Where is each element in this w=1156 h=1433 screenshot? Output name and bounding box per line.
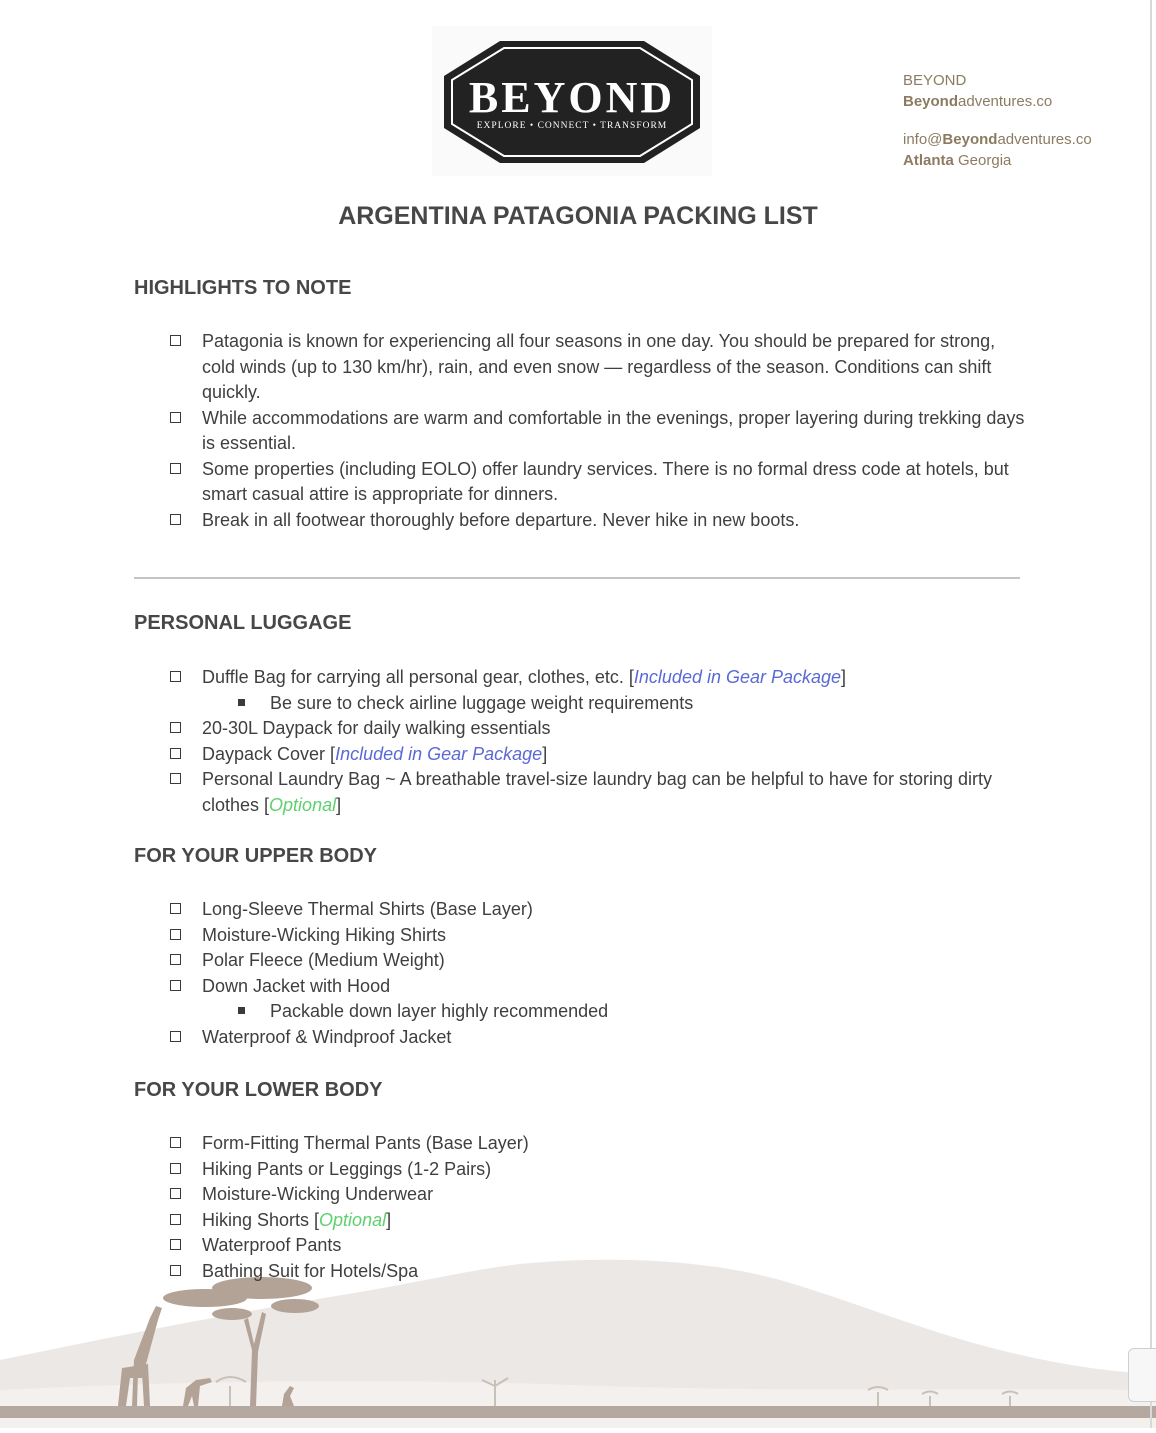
checklist-item: Down Jacket with Hood — [168, 974, 1028, 1000]
square-bullet-icon — [238, 1007, 245, 1014]
checkbox[interactable] — [170, 773, 181, 784]
gear-package-tag: Included in Gear Package — [633, 667, 842, 687]
lower-body-list — [168, 1131, 1028, 1284]
company-name: BEYOND — [903, 72, 967, 89]
checkbox[interactable] — [170, 412, 181, 423]
section-heading-highlights: HIGHLIGHTS TO NOTE — [134, 277, 352, 299]
document-title: ARGENTINA PATAGONIA PACKING LIST — [338, 202, 818, 230]
checklist-item: Form-Fitting Thermal Pants (Base Layer) — [168, 1131, 1028, 1157]
section-divider — [134, 577, 1020, 579]
checklist-subitem: Packable down layer highly recommended — [168, 999, 1028, 1025]
email-link[interactable]: info@Beyondadventures.co — [903, 131, 1092, 148]
checklist-item: Waterproof Pants — [168, 1233, 1028, 1259]
checklist-item: Duffle Bag for carrying all personal gear, clothes, etc. [Included in Gear Package] — [168, 665, 1028, 691]
checklist-item: Moisture-Wicking Hiking Shirts — [168, 923, 1028, 949]
checklist-item: Patagonia is known for experiencing all four seasons in one day. You should be prepared for strong, cold winds (up to 130 km/hr), rain, and even snow — regardless of the season. Conditions can shift quickly. — [168, 329, 1028, 406]
logo-tagline: EXPLORE • CONNECT • TRANSFORM — [476, 121, 668, 131]
checkbox[interactable] — [170, 903, 181, 914]
checkbox[interactable] — [170, 1188, 181, 1199]
checkbox[interactable] — [170, 335, 181, 346]
checkbox[interactable] — [170, 1137, 181, 1148]
checklist-item: Bathing Suit for Hotels/Spa — [168, 1259, 1028, 1285]
checklist-item: Hiking Pants or Leggings (1-2 Pairs) — [168, 1157, 1028, 1183]
upper-body-list — [168, 897, 1028, 1050]
checkbox[interactable] — [170, 671, 181, 682]
optional-tag: Optional — [319, 1209, 387, 1230]
contact-block — [903, 70, 1092, 171]
checkbox[interactable] — [170, 1031, 181, 1042]
checklist-item: Long-Sleeve Thermal Shirts (Base Layer) — [168, 897, 1028, 923]
checklist-item: Hiking Shorts [Optional] — [168, 1208, 1028, 1234]
checkbox[interactable] — [170, 980, 181, 991]
checklist-item: Polar Fleece (Medium Weight) — [168, 948, 1028, 974]
checkbox[interactable] — [170, 929, 181, 940]
checklist-item: Daypack Cover [Included in Gear Package] — [168, 742, 1028, 768]
checklist-item: Break in all footwear thoroughly before departure. Never hike in new boots. — [168, 508, 1028, 534]
checkbox[interactable] — [170, 1163, 181, 1174]
checklist-item: Moisture-Wicking Underwear — [168, 1182, 1028, 1208]
checklist-item: 20-30L Daypack for daily walking essentials — [168, 716, 1028, 742]
section-heading-lower-body: FOR YOUR LOWER BODY — [134, 1079, 383, 1101]
side-panel-handle[interactable] — [1128, 1348, 1156, 1402]
checklist-item: While accommodations are warm and comfortable in the evenings, proper layering during trekking days is essential. — [168, 406, 1028, 457]
checkbox[interactable] — [170, 514, 181, 525]
checklist-item: Personal Laundry Bag ~ A breathable travel-size laundry bag can be helpful to have for storing dirty clothes [Optional] — [168, 767, 1028, 818]
optional-tag: Optional — [269, 794, 337, 815]
checkbox[interactable] — [170, 463, 181, 474]
checklist-subitem: Be sure to check airline luggage weight requirements — [168, 691, 1028, 717]
checklist-item: Some properties (including EOLO) offer laundry services. There is no formal dress code at hotels, but smart casual attire is appropriate for dinners. — [168, 457, 1028, 508]
website-link[interactable]: Beyondadventures.co — [903, 93, 1053, 110]
gear-package-tag: Included in Gear Package — [335, 743, 543, 764]
highlights-list — [168, 329, 1028, 533]
checkbox[interactable] — [170, 1239, 181, 1250]
checklist-item: Waterproof & Windproof Jacket — [168, 1025, 1028, 1051]
checkbox[interactable] — [170, 748, 181, 759]
beyond-logo — [432, 26, 712, 176]
checkbox[interactable] — [170, 1265, 181, 1276]
checkbox[interactable] — [170, 1214, 181, 1225]
section-heading-luggage: PERSONAL LUGGAGE — [134, 612, 352, 634]
checkbox[interactable] — [170, 722, 181, 733]
logo-wordmark: BEYOND — [468, 73, 676, 122]
luggage-list — [168, 665, 1028, 818]
section-heading-upper-body: FOR YOUR UPPER BODY — [134, 845, 377, 867]
location: Atlanta Georgia — [903, 152, 1012, 169]
checkbox[interactable] — [170, 954, 181, 965]
square-bullet-icon — [238, 699, 245, 706]
